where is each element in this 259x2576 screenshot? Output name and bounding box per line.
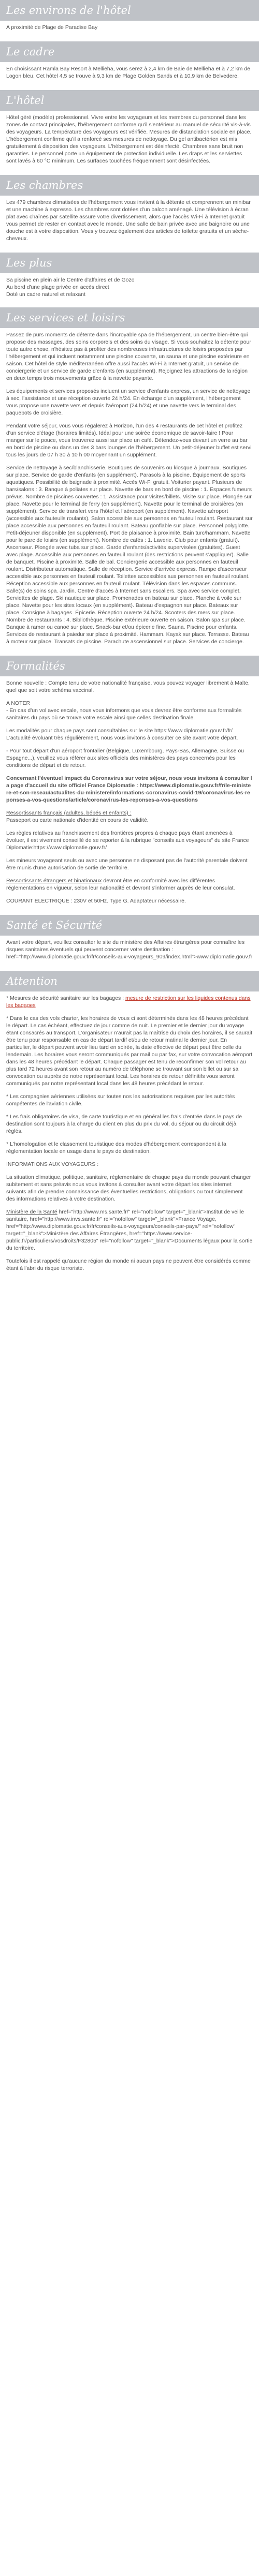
- section-text: Passeport ou carte nationale d'identité en cours de validité.: [6, 817, 149, 823]
- section-text: - Pour tout départ d'un aéroport frontalier (Belgique, Luxembourg, Pays-Bas, Allemagne, Suisse ou Espagne...), veuillez vous référer aux sites officiels des ministères des pays concernés pour les conditions de départ et de retour.: [6, 748, 244, 768]
- section-text: Les mineurs voyageant seuls ou avec une personne ne disposant pas de l'autorité parentale doivent être munis d'une autorisation de sortie de territoire.: [6, 857, 248, 871]
- section-text: * L'homologation et le classement touristique des modes d'hébergement correspondent à la réglementation locale en usage dans le pays de destination.: [6, 1141, 226, 1154]
- section-chambres: [0, 175, 259, 248]
- section-text: INFORMATIONS AUX VOYAGEURS :: [6, 1161, 99, 1167]
- section-text: Les règles relatives au franchissement des frontières propres à chaque pays étant amenées à évoluer, il est vivement conseillé de se reporter à la rubrique "conseils aux voyageurs" du site France Diplomatie:https://www.diplomatie.gouv.fr/: [6, 830, 249, 851]
- liquid-restriction-link[interactable]: mesure de restriction sur les liquides contenus dans les bagages: [6, 995, 251, 1009]
- baggage-notice-text: * Mesures de sécurité sanitaire sur les bagages :: [6, 995, 125, 1001]
- section-hotel: [0, 90, 259, 171]
- section-text: Bonne nouvelle : Compte tenu de votre nationalité française, vous pouvez voyager librement à Malte, quel que soit votre schéma vaccinal.: [6, 680, 250, 693]
- section-title: Les chambres: [0, 175, 259, 196]
- section-text: Les modalités pour chaque pays sont consultables sur le site https://www.diplomatie.gouv.fr/fr/ L'actualité évoluant très régulièrement, nous vous invitons à consulter ce site avant votre départ.: [6, 728, 238, 741]
- plus-item: Doté un cadre naturel et relaxant: [6, 291, 85, 298]
- section-text: Avant votre départ, veuillez consulter le site du ministère des Affaires étrangères pour connaître les risques sanitaires éventuels qui peuvent concerner votre destination : href="http://www.diplomatie.gouv.fr/fr/conseils-aux-voyageurs_909/index.html">www.diplomatie.gouv.fr: [6, 939, 253, 960]
- section-title: Le cadre: [0, 41, 259, 62]
- section-text: [6, 995, 253, 1009]
- section-text: Hôtel géré (modèle) professionnel. Vivre entre les voyageurs et les membres du personnel dans les zones de contact principales, l'hébergement conforme qu'il s'entérieur au manuel de sécurité vis-à-vis des voyageurs. La température des voyageurs est vérifiée. Mesures de distanciation sociale en place. L'hébergement confirme qu'il a renforcé ses mesures de nettoyage. Du gel antibactérien est mis gratuitement à disposition des voyageurs. L'hébergement est désinfecté. Chambres sans bruit non garanties. Le personnel porte un équipement de protection individuelle. Les draps et les serviettes sont lavés à 60 °C minimum. Les surfaces touchées fréquemment sont désinfectées.: [6, 114, 252, 164]
- section-sante: [0, 915, 259, 967]
- section-text: Les 479 chambres climatisées de l'hébergement vous invitent à la détente et comprennent un minibar et une machine à expresso. Les chambres sont dotées d'un balcon aménagé. Une télévision à écran plat avec chaînes par satellite assure votre divertissement, alors que l'accès Wi-Fi à Internet gratuit vous permet de rester en contact avec le monde. Une salle de bain privée avec une baignoire ou une douche est à votre disposition. Vous y trouvez également des articles de toilette gratuits et un sèche-cheveux.: [6, 199, 251, 242]
- section-title: Attention: [0, 971, 259, 991]
- hotel-details-page: [0, 0, 259, 1278]
- section-text: A proximité de Plage de Paradise Bay: [6, 24, 98, 31]
- section-text: [6, 1208, 253, 1252]
- section-title: Santé et Sécurité: [0, 915, 259, 936]
- section-text: Passez de purs moments de détente dans l'incroyable spa de l'hébergement, un centre bien-être qui propose des massages, des soins corporels et des soins du visage. Si vous souhaitez la détente pour toute autre chose, n'hésitez pas à profiter des nombreuses infrastructures de loisirs proposées par l'hébergement et qui incluent notamment une piscine couverte, un sauna et une piscine extérieure en saison. Cet hôtel de style méditerranéen offre aussi l'accès Wi-Fi à Internet gratuit, un service de conciergerie et un service de garde d'enfants (en supplément). Rejoignez les attractions de la région en deux temps trois mouvements grâce à la navette payante.: [6, 332, 251, 381]
- section-title: Formalités: [0, 656, 259, 676]
- note-title: Ressortissants français (adultes, bébés et enfants) :: [6, 810, 132, 816]
- section-text: [6, 877, 253, 892]
- section-text: * Les frais obligatoires de visa, de carte touristique et en général les frais d'entrée dans le pays de destination sont toujours à la charge du client en plus du prix du vol, du séjour ou du circuit déjà réglés.: [6, 1114, 242, 1134]
- section-title: Les environs de l'hôtel: [0, 0, 259, 21]
- plus-item: Au bord d'une plage privée en accès direct: [6, 284, 109, 290]
- plus-item: Sa piscine en plein air le Centre d'affaires et de Gozo: [6, 277, 135, 283]
- foreign-nationals-text: devront être en conformité avec les différentes réglementations en vigueur, selon leur nationalité et devront s'informer auprès de leur consulat.: [6, 878, 235, 891]
- note-title: A NOTER: [6, 700, 31, 706]
- health-ministry-link[interactable]: Ministère de la Santé: [6, 1209, 57, 1215]
- section-text: Service de nettoyage à sec/blanchisserie. Boutiques de souvenirs ou kiosque à journaux. Boutiques sur place. Service de garde d'enfants (en supplément). Parasols à la piscine. Équipement de sports aquatiques. Possibilité de baignade à proximité. Accès Wi-Fi gratuit. Voiturier payant. Plusieurs de bars/salons : 3. Banque à poliates sur place. Navette de bars en bord de piscine : 1. Espaces fumeurs prévus. Nombre de piscines couvertes : 1. Assistance pour visites/billets. Visite sur place. Plongée sur place. Navette pour le terminal de ferry (en supplément). Navette pour le terminal de croisières (en supplément). Service de transfert vers l'hôtel et l'aéroport (en supplément). Navette aéroport (accessible aux fauteuils roulants). Salon accessible aux personnes en fauteuil roulant. Restaurant sur place accessible aux personnes en fauteuil roulant. Bateau gonflable sur place. Personnel polyglotte. Petit-déjeuner disponible (en supplément). Port de plaisance à proximité. Bain turc/hammam. Navette pour le parc de loisirs (en supplément). Nombre de cafés : 1. Laverie. Club pour enfants (gratuit). Ascenseur. Plongée avec tuba sur place. Garde d'enfants/activités supervisées (gratuites). Guest avec plage. Accessible aux personnes en fauteuil roulant (des restrictions peuvent s'appliquer). Salle de banquet. Piscine à proximité. Salle de bal. Conciergerie accessible aux personnes en fauteuil roulant. Distributeur automatique. Salle de réception. Service d'arrivée express. Rampe d'ascenseur accessible aux personnes en fauteuil roulant. Toilettes accessibles aux personnes en fauteuil roulant. Réception accessible aux personnes en fauteuil roulant. Télévision dans les espaces communs. Salle(s) de soins spa. Jardin. Centre d'accès à Internet sans escaliers. Spa avec service complet. Serviettes de plage. Ski nautique sur place. Promenades en bateau sur place. Planche à voile sur place. Navette pour les sites locaux (en supplément). Bateau d'espagnon sur place. Bateaux sur place. Consigne à bagages. Épicerie. Réception ouverte 24 h/24. Scooters des mers sur place. Nombre de restaurants : 4. Bibliothèque. Piscine extérieure ouverte en saison. Salon spa sur place. Banque à ramer ou canoë sur place. Snack-bar et/ou épicerie fine. Sauna. Piscine pour enfants. Services de restaurant à paiedur sur place à proximité. Hammam. Kayak sur place. Terrasse. Bateau à moteur sur place. Transats de piscine. Parachute ascensionnel sur place. Services de concierge.: [6, 465, 253, 645]
- section-text: Toutefois il est rappelé qu'aucune région du monde ni aucun pays ne peuvent être considérés comme étant à l'abri du risque terroriste.: [6, 1258, 251, 1271]
- section-text: Les équipements et services proposés incluent un service d'enfants express, un service de nettoyage à sec, l'assistance et une réception ouverte 24 h/24. En échange d'un supplément, l'hébergement vous propose une navette vers et depuis l'aéroport (24 h/24) et une navette vers le terminal des paquebots de croisière.: [6, 388, 251, 416]
- section-text: - En cas d'un vol avec escale, nous vous informons que vous devrez être conforme aux formalités sanitaires du pays où se trouve votre escale ainsi que celles destination finale.: [6, 707, 242, 721]
- section-cadre: [0, 41, 259, 86]
- section-title: L'hôtel: [0, 90, 259, 111]
- section-title: Les services et loisirs: [0, 307, 259, 328]
- section-text: La situation climatique, politique, sanitaire, réglementaire de chaque pays du monde pouvant changer subitement et sans préavis nous vous invitons à consulter avant votre départ les sites internet suivants afin de prendre connaissance des éventuelles restrictions, obligations ou tout simplement des informations relatives à votre destination.: [6, 1174, 251, 1202]
- coronavirus-notice[interactable]: Concernant l'éventuel impact du Coronavirus sur votre séjour, nous vous invitons à consulter la page d'accueil du site officiel France Diplomatie : https://www.diplomatie.gouv.fr/fr/le-ministere-et-son-reseau/actualites-du-ministere/informations-coronavirus-covid-19/coronavirus-les-reponses-a-vos-questions/article/coronavirus-les-reponses-a-vos-questions: [6, 775, 252, 803]
- section-text: En choisissant Ramla Bay Resort à Mellieħa, vous serez à 2,4 km de Baie de Mellieħa et à 7,2 km de Logon bleu. Cet hôtel 4,5 se trouve à 9,3 km de Plage Golden Sands et à 10,9 km de Belvedere.: [6, 66, 250, 79]
- section-text: * Dans le cas des vols charter, les horaires de vous ci sont déterminés dans les 48 heures précédant le départ. Le cas échéant, effectuez de jour comme de nuit. Le premier et le dernier jour du voyage étant consacrés au transport, L'organisateur n'aurait pas la maîtrise du choix des horaires, il se saurait être tenu pour responsable en cas de départ tardif et/ou de retour matinal le dernier jour. En particulier, le départ peuvent avoir lieu tard en soirée, la date effective de départ peut être celle du lendemain. Les horaires vous seront communiqués par mail ou par fax, sur votre convocation aéroport dans les 48 heures précédant le départ. Chaque passager est tenu de reconfirmer son vol retour au plus tard 72 heures avant son retour au numéro de téléphone se trouvant sur son billet ou sur sa convocation ou auprès de notre représentant local. Les horaires de retour définitifs vous seront communiqués par notre représentant local dans les 48 heures précédant le retour.: [6, 1015, 253, 1087]
- section-services: [0, 307, 259, 652]
- foreign-nationals-label: Ressortissants étrangers et binationaux: [6, 878, 102, 884]
- section-text: COURANT ELECTRIQUE : 230V et 50Hz. Type G. Adaptateur nécessaire.: [6, 898, 186, 904]
- section-environs: [0, 0, 259, 37]
- section-attention: [0, 971, 259, 1278]
- section-formalites: [0, 656, 259, 911]
- section-title: Les plus: [0, 253, 259, 273]
- section-plus: [0, 253, 259, 303]
- section-text: Pendant votre séjour, vous vous régalerez à Horizon, l'un des 4 restaurants de cet hôtel et profitez d'un service d'étage (horaires limités). Idéal pour une soirée économique de savoir-faire ! Pour manger sur le pouce, vous trouverez aussi sur place un café. Détendez-vous devant un verre au bar en bord de piscine ou dans un des 3 bars lounges de l'hébergement. Un petit-déjeuner buffet est servi tous les jours de 07 h 30 à 10 h 00 moyennant un supplément.: [6, 423, 252, 458]
- section-text: * Les compagnies aériennes utilisées sur toutes nos les autorisations requises par les autorités compétentes de l'aviation civile.: [6, 1093, 235, 1107]
- links-text: href="http://www.ms.sante.fr/" rel="nofollow" target="_blank">Institut de veille sanitaire, href="http://www.invs.sante.fr" rel="nofollow" target="_blank">France Voyage, href="http://www.diplomatie.gouv.fr/fr/conseils-aux-voyageurs/conseils-par-pays/" rel="nofollow" target="_blank">Ministère des Affaires Étrangères, href="https://www.service-public.fr/particuliers/vosdroits/F32805" rel="nofollow" target="_blank">Documents légaux pour la sortie du territoire.: [6, 1209, 253, 1251]
